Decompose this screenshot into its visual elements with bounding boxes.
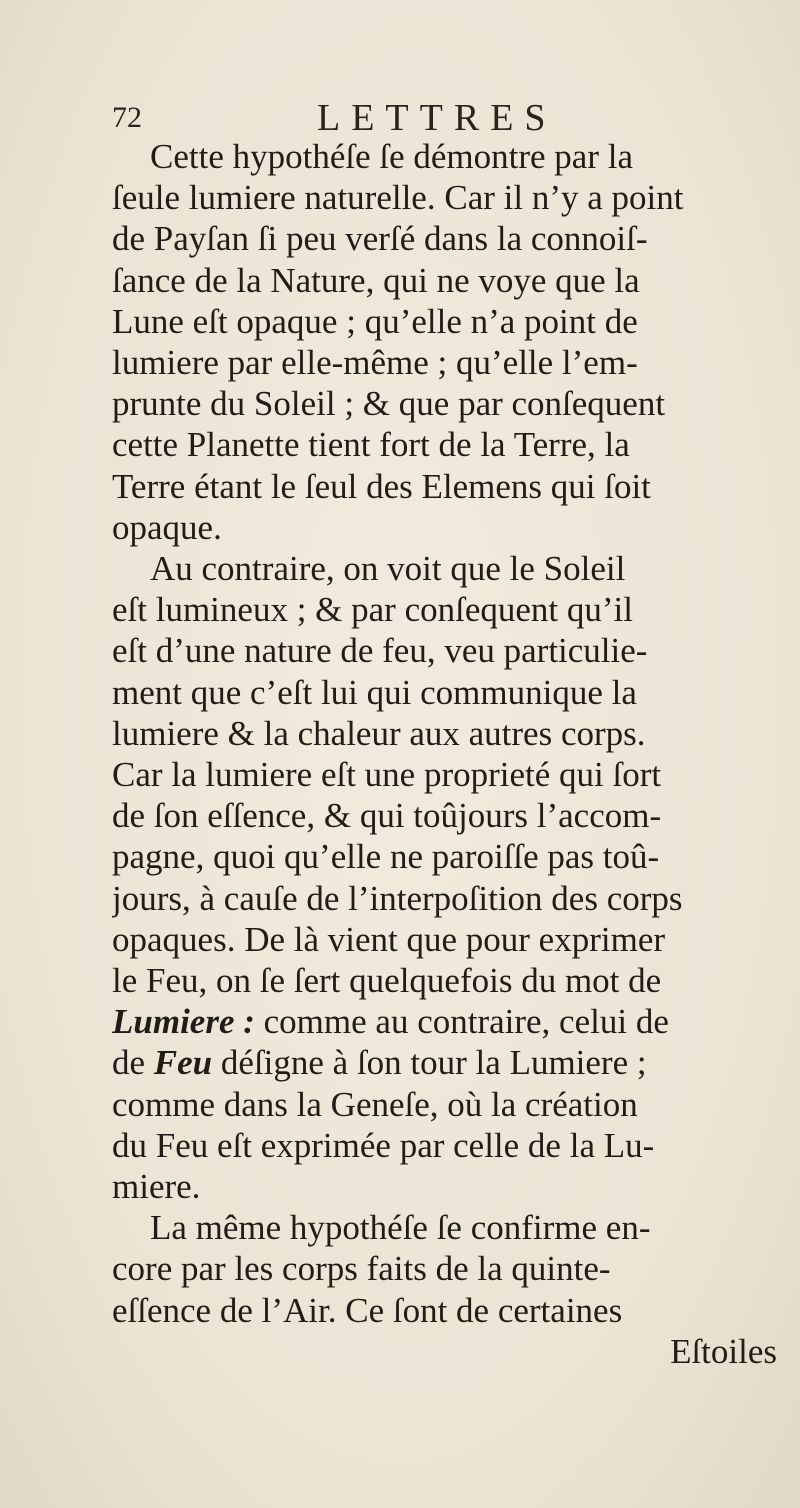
paragraph-1 <box>112 136 777 548</box>
text-line: comme dans la Geneſe, où la création <box>112 1084 638 1124</box>
text-line: Lune eſt opaque ; qu’elle n’a point de <box>112 301 638 341</box>
running-head <box>112 96 712 140</box>
text-line: eſſence de l’Air. Ce ſont de certaines <box>112 1290 623 1330</box>
text-line: lumiere & la chaleur aux autres corps. <box>112 713 646 753</box>
text-line-italic-feu <box>112 1042 777 1083</box>
text-fragment: comme au contraire, celui de <box>254 1002 669 1042</box>
text-line: ment que c’eſt lui qui communique la <box>112 672 637 712</box>
text-line: de ſon eſſence, & qui toûjours l’accom- <box>112 796 662 836</box>
text-line: pagne, quoi qu’elle ne paroiſſe pas toû- <box>112 837 660 877</box>
text-line: lumiere par elle-même ; qu’elle l’em- <box>112 343 638 383</box>
italic-word: Lumiere : <box>112 1002 255 1042</box>
catchword: Eſtoiles <box>670 1331 777 1371</box>
text-line: Cette hypothéſe ſe démontre par la <box>150 137 634 176</box>
text-line: Car la lumiere eſt une proprieté qui ſort <box>112 755 662 795</box>
text-line: cette Planette tient fort de la Terre, la <box>112 425 630 465</box>
running-title: LETTRES <box>317 97 557 139</box>
body-text <box>112 136 777 1372</box>
paragraph-2 <box>112 548 777 1207</box>
page-number: 72 <box>112 101 142 134</box>
text-line: eſt d’une nature de feu, veu particulie- <box>112 631 648 671</box>
text-fragment: de <box>112 1043 154 1083</box>
text-line-italic-lumiere <box>112 1001 777 1042</box>
text-line: de Payſan ſi peu verſé dans la connoiſ- <box>112 219 648 259</box>
text-line: du Feu eſt exprimée par celle de la Lu- <box>112 1125 655 1165</box>
text-line: core par les corps faits de la quinte- <box>112 1249 611 1289</box>
text-line: opaque. <box>112 507 222 547</box>
text-line: La même hypothéſe ſe confirme en- <box>150 1208 651 1248</box>
italic-word: Feu <box>153 1043 213 1083</box>
text-line: Terre étant le ſeul des Elemens qui ſoit <box>112 466 651 506</box>
text-line: le Feu, on ſe ſert quelquefois du mot de <box>112 961 662 1001</box>
text-line: jours, à cauſe de l’interpoſition des corps <box>112 878 683 918</box>
text-line: opaques. De là vient que pour exprimer <box>112 919 666 959</box>
text-line: miere. <box>112 1167 201 1207</box>
text-line: eſt lumineux ; & par conſequent qu’il <box>112 590 633 630</box>
text-line: ſeule lumiere naturelle. Car il n’y a point <box>112 178 684 218</box>
paragraph-3 <box>112 1207 777 1331</box>
text-line: ſance de la Nature, qui ne voye que la <box>112 260 640 300</box>
text-line: prunte du Soleil ; & que par conſequent <box>112 384 666 424</box>
text-line: Au contraire, on voit que le Soleil <box>150 549 626 589</box>
text-fragment: déſigne à ſon tour la Lumiere ; <box>212 1043 647 1083</box>
